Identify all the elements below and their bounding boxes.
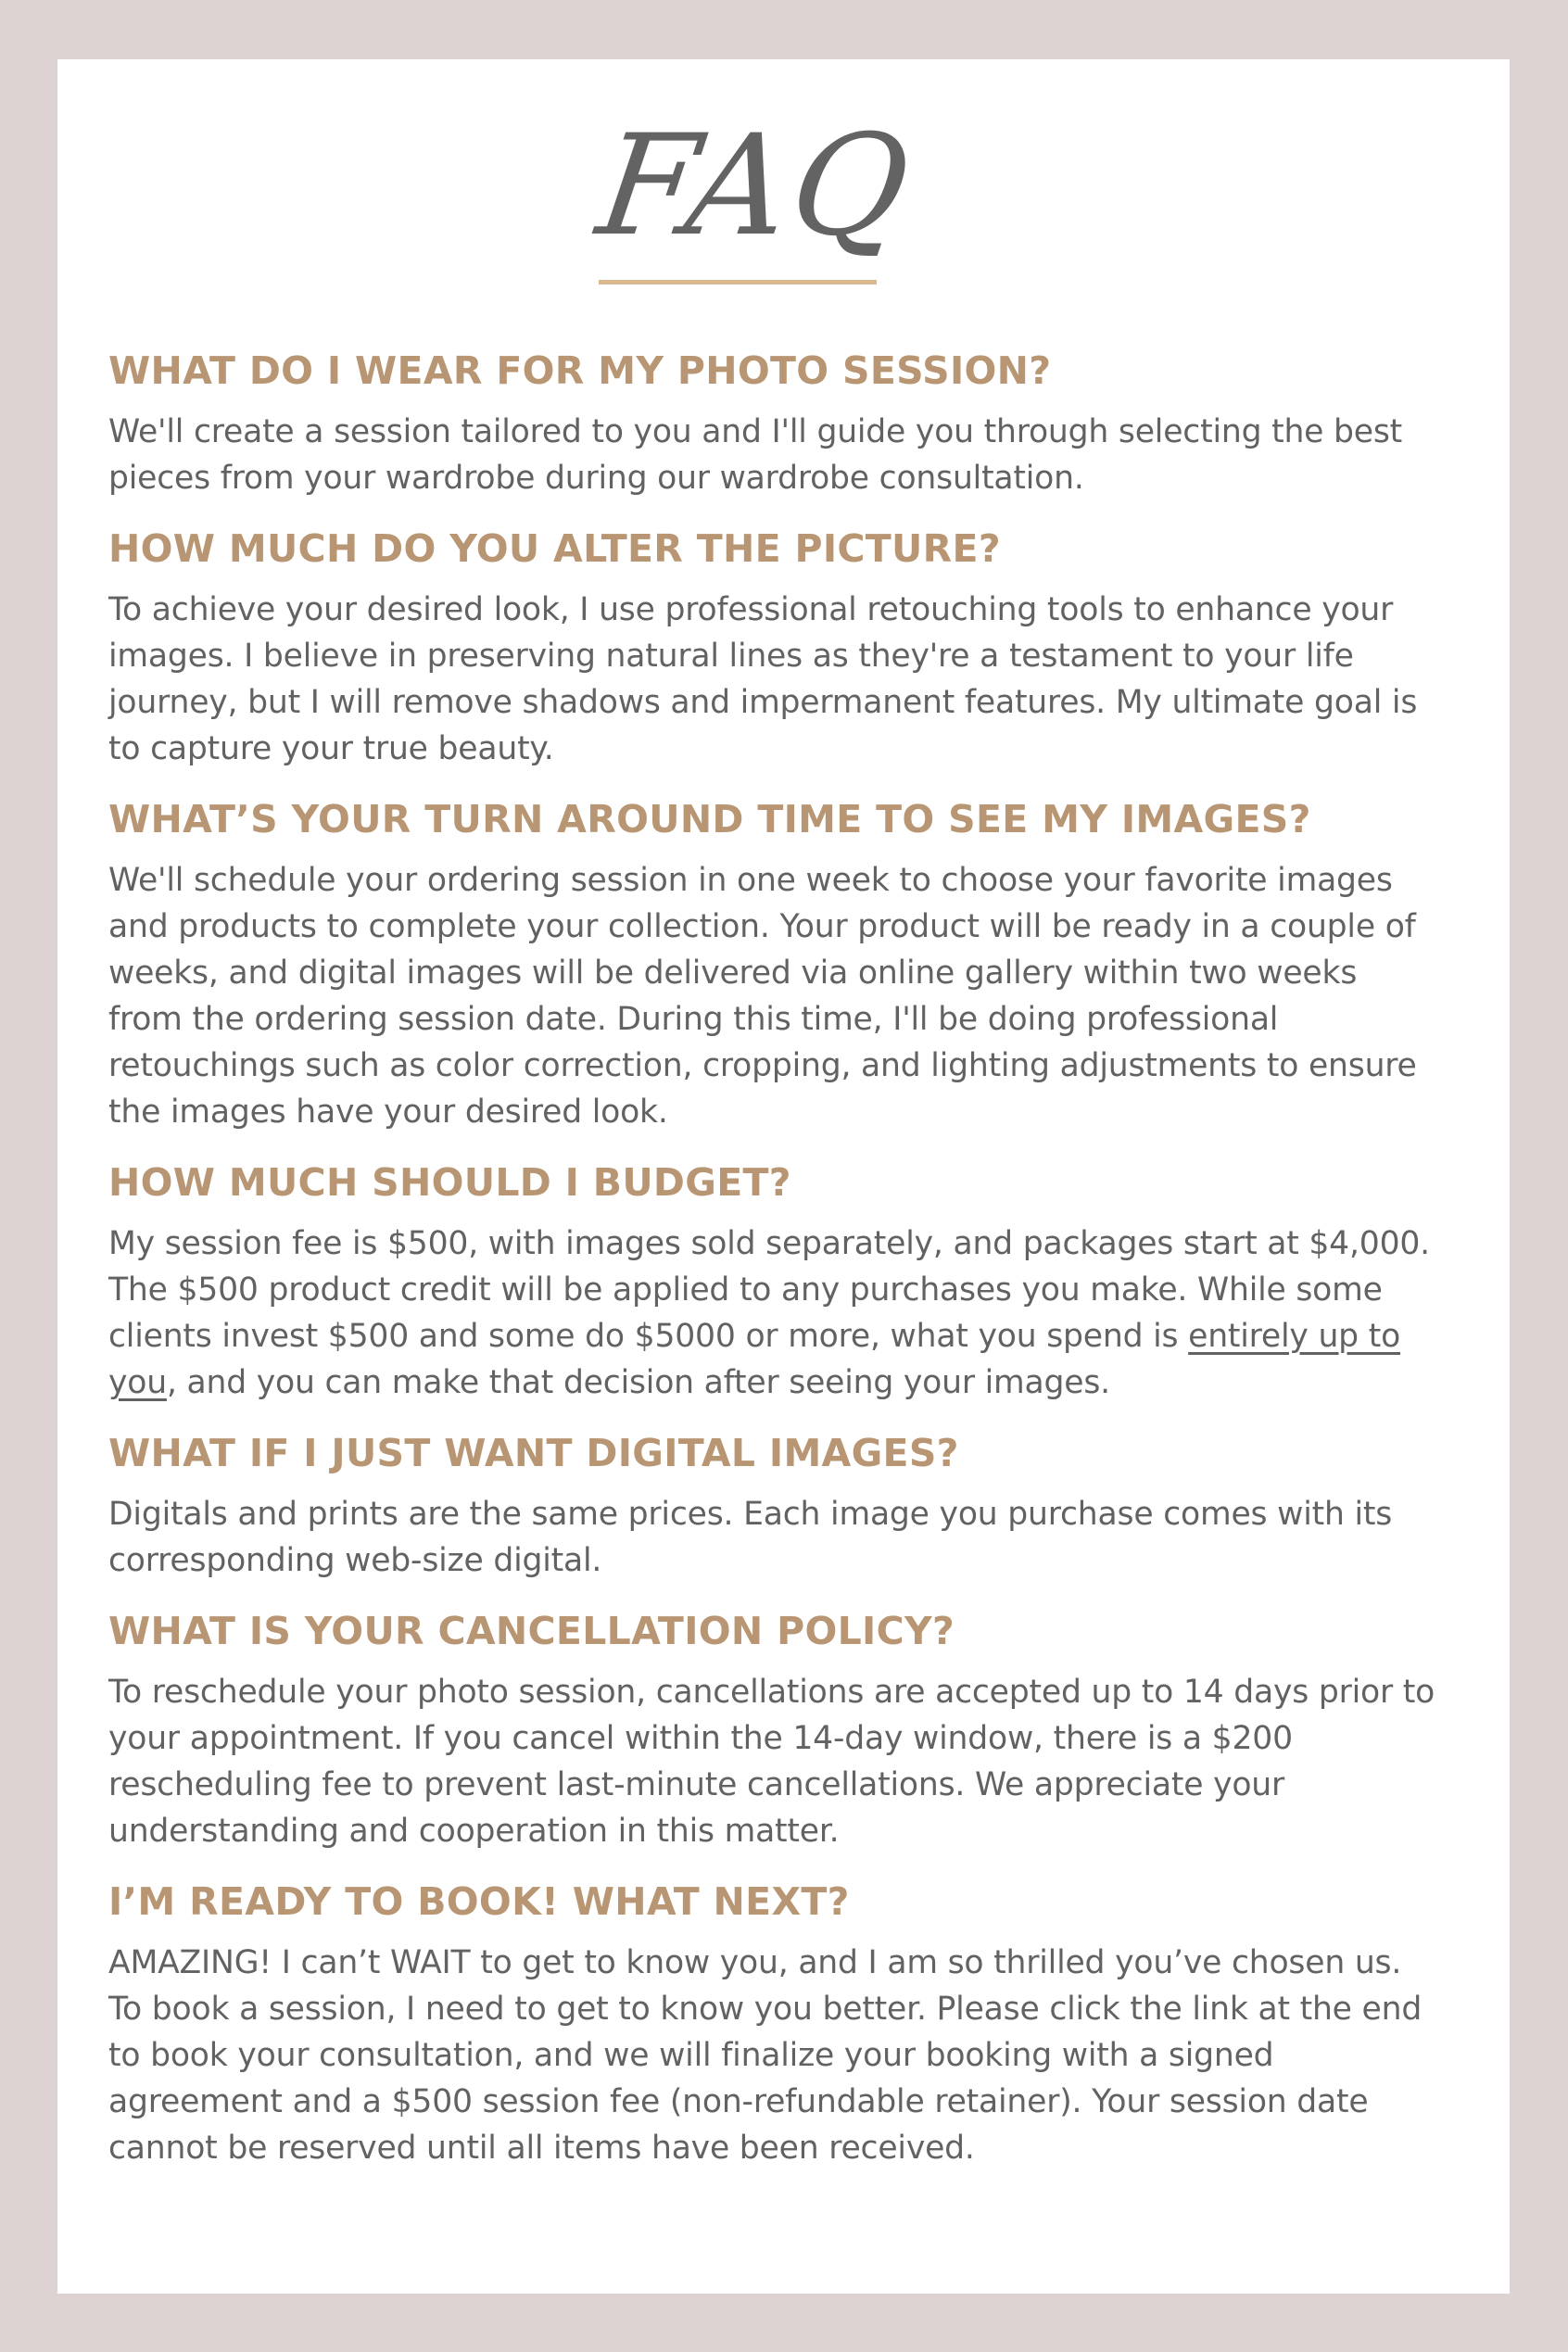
faq-answer: AMAZING! I can’t WAIT to get to know you, and I am so thrilled you’ve chosen us. To book a session, I need to get to know you better. Please click the link at the end to book your consultation, and we will finalize your booking with a signed agreement and a $500 session fee (non-refundable retainer). Your session date cannot be reserved until all items have been received.: [108, 1944, 1423, 2167]
entirely-up-to-you-link[interactable]: entirely up to you: [108, 1318, 1401, 1401]
faq-list: [108, 348, 1440, 2171]
faq-card: [57, 59, 1510, 2294]
faq-question: WHAT DO I WEAR FOR MY PHOTO SESSION?: [108, 348, 1052, 393]
faq-answer: Digitals and prints are the same prices. Each image you purchase comes with its corresponding web-size digital.: [108, 1496, 1393, 1579]
faq-item-turnaround: [108, 796, 1440, 1135]
faq-item-digital: [108, 1430, 1440, 1584]
faq-answer: To reschedule your photo session, cancellations are accepted up to 14 days prior to your appointment. If you cancel within the 14-day window, there is a $200 rescheduling fee to prevent last-minute cancellations. We appreciate your understanding and cooperation in this matter.: [108, 1674, 1435, 1850]
faq-answer: We'll schedule your ordering session in one week to choose your favorite images and products to complete your collection. Your product will be ready in a couple of weeks, and digital images will be delivered via online gallery within two weeks from the ordering session date. During this time, I'll be doing professional retouchings such as color correction, cropping, and lighting adjustments to ensure the images have your desired look.: [108, 862, 1417, 1131]
faq-item-wardrobe: [108, 348, 1440, 501]
faq-question: WHAT IF I JUST WANT DIGITAL IMAGES?: [108, 1431, 959, 1475]
faq-question: HOW MUCH SHOULD I BUDGET?: [108, 1160, 791, 1205]
faq-answer: To achieve your desired look, I use professional retouching tools to enhance your images. I believe in preserving natural lines as they're a testament to your life journey, but I will remove shadows and impermanent features. My ultimate goal is to capture your true beauty.: [108, 591, 1418, 767]
faq-answer-text: My session fee is $500, with images sold separately, and packages start at $4,000. The $500 product credit will be applied to any purchases you make. While some clients invest $500 and some do $5000 or more, what you spend is: [108, 1225, 1430, 1355]
title-underline-divider: [599, 280, 877, 285]
page-title: FAQ: [589, 106, 922, 267]
faq-question: WHAT IS YOUR CANCELLATION POLICY?: [108, 1609, 955, 1653]
faq-answer: We'll create a session tailored to you and I'll guide you through selecting the best pieces from your wardrobe during our wardrobe consultation.: [108, 413, 1403, 497]
faq-item-budget: [108, 1159, 1440, 1406]
faq-answer: [108, 1220, 1440, 1406]
faq-question: I’M READY TO BOOK! WHAT NEXT?: [108, 1879, 850, 1924]
faq-header: [108, 59, 1440, 285]
faq-question: HOW MUCH DO YOU ALTER THE PICTURE?: [108, 526, 1001, 571]
faq-question: WHAT’S YOUR TURN AROUND TIME TO SEE MY IMAGES?: [108, 797, 1311, 841]
faq-item-booking: [108, 1878, 1440, 2171]
faq-item-cancellation: [108, 1608, 1440, 1854]
faq-item-retouching: [108, 525, 1440, 772]
faq-answer-text: , and you can make that decision after seeing your images.: [166, 1364, 1110, 1401]
